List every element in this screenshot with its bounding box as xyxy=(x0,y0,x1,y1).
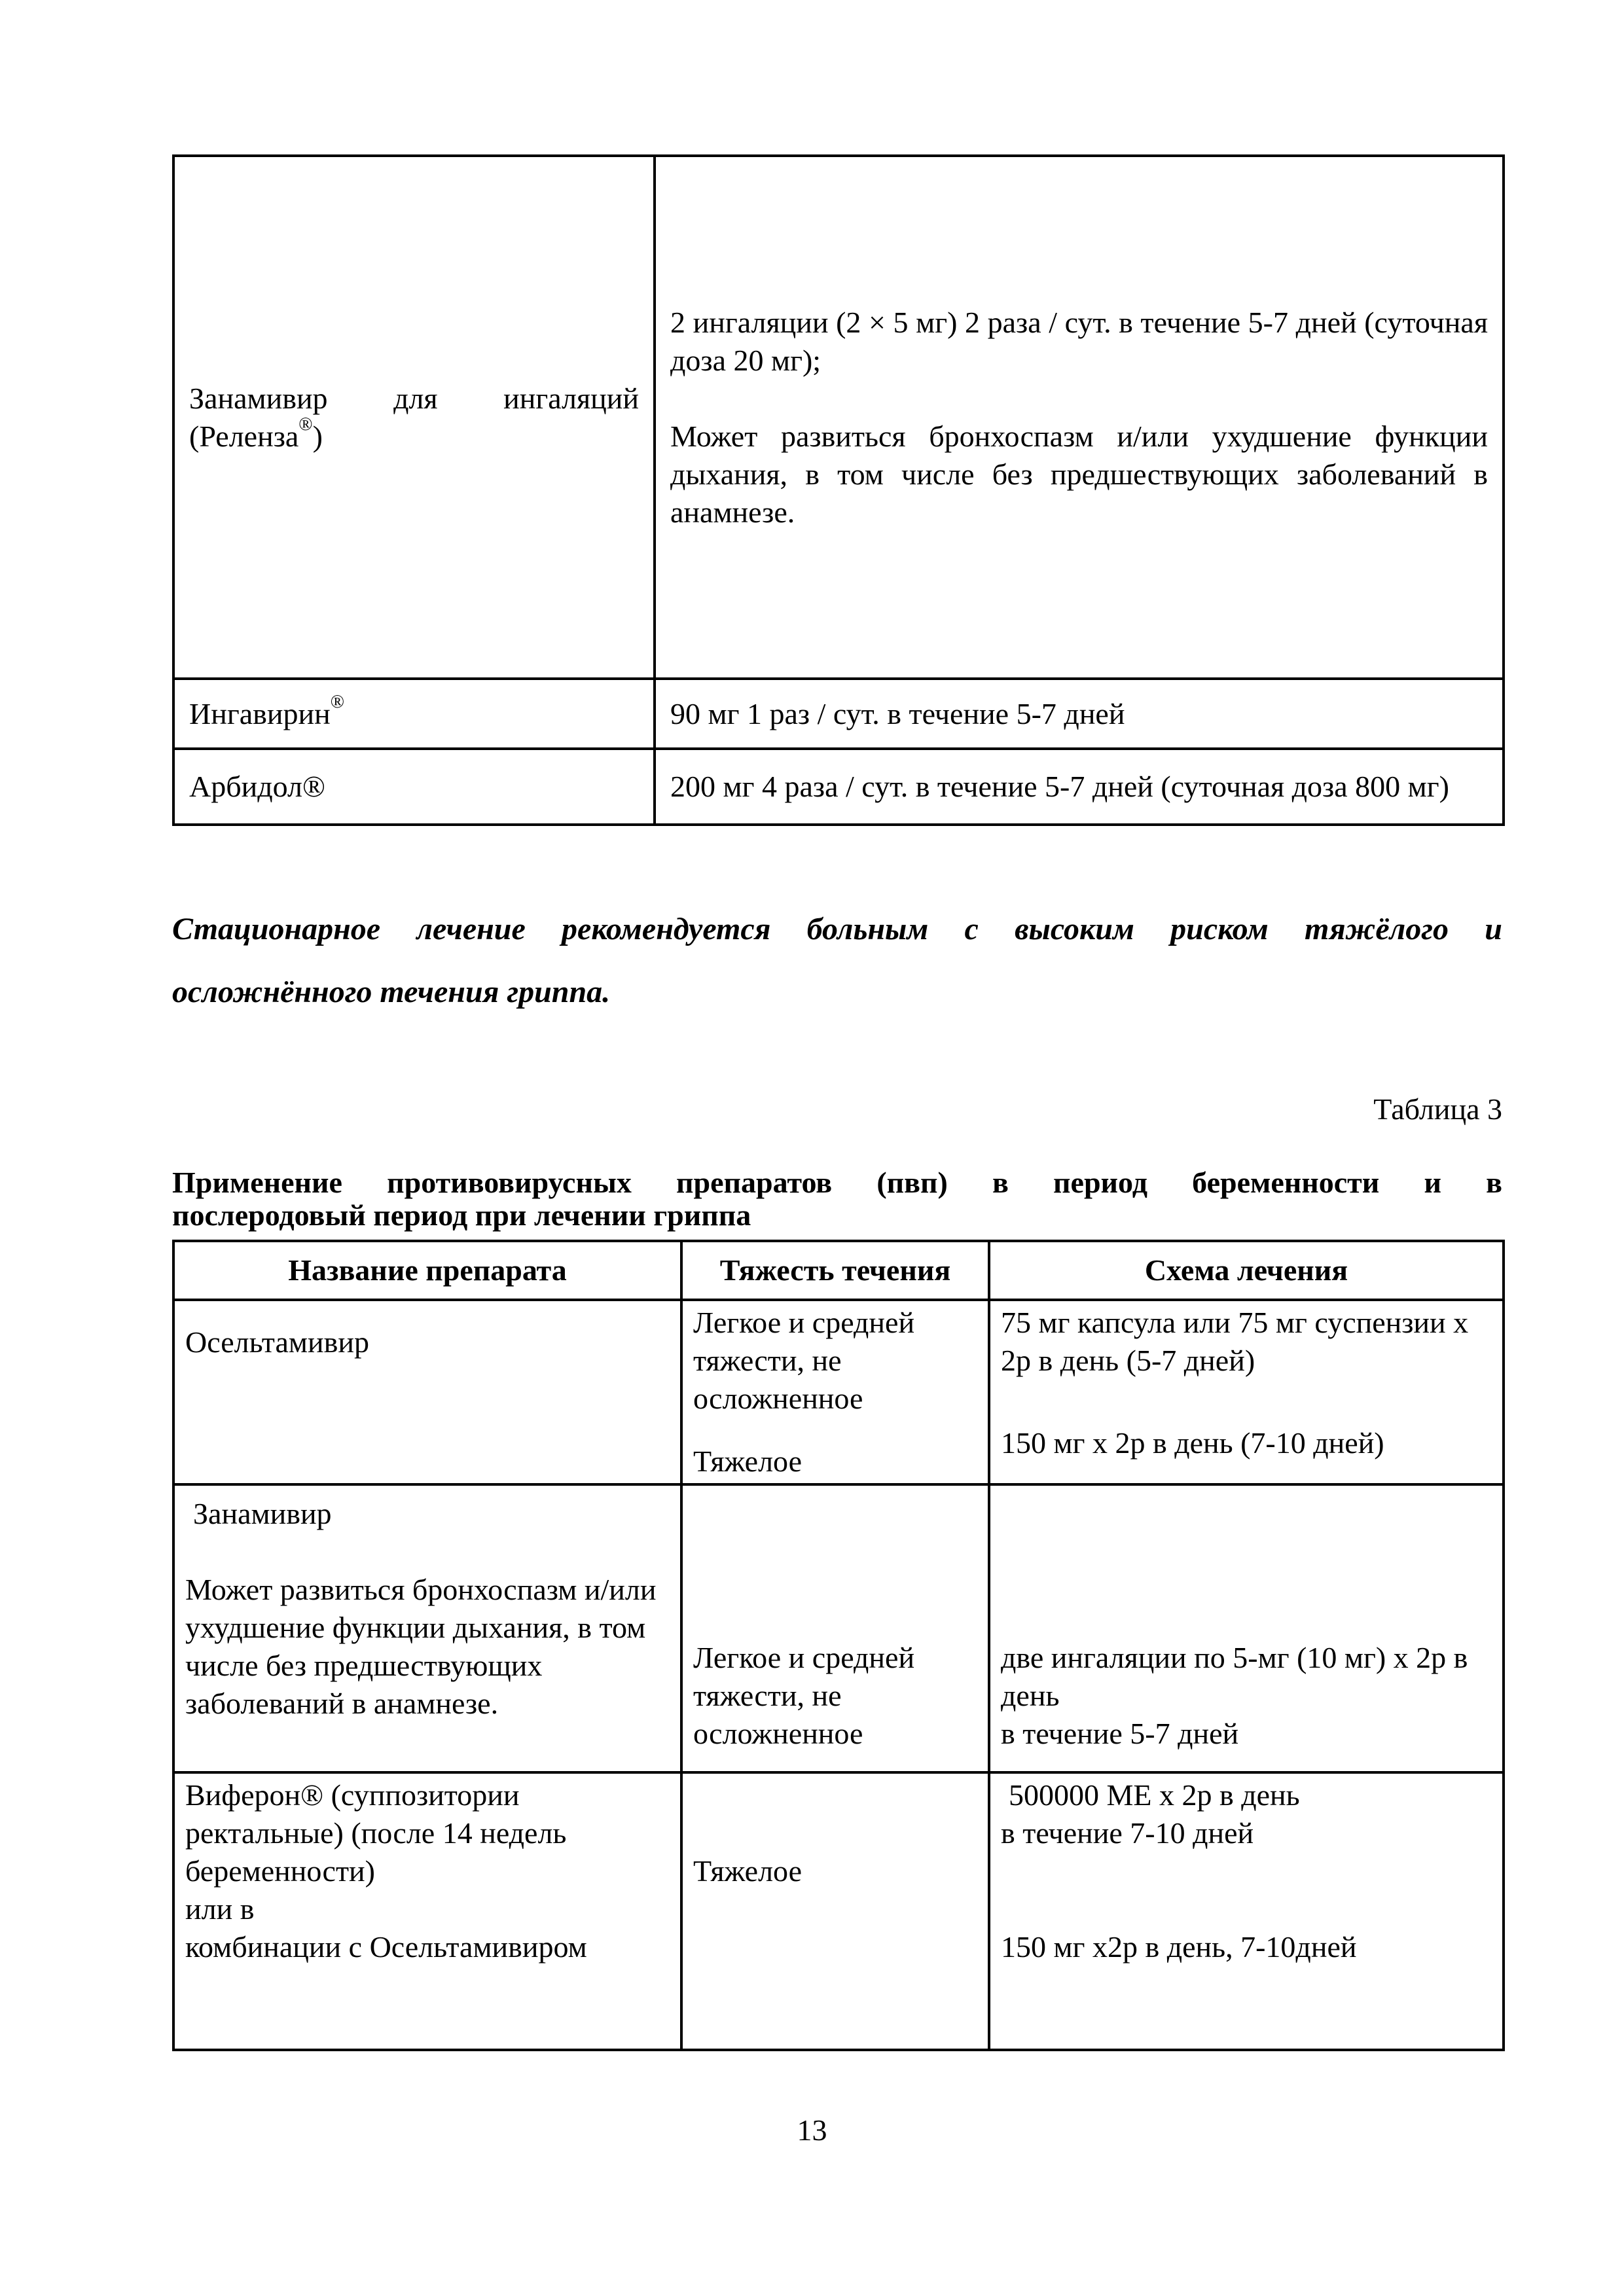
drug-name-line2 xyxy=(189,414,639,456)
warning-text: Может развиться бронхоспазм и/или ухудшение функции дыхания, в том числе без предшествующих заболеваний в анамнезе. xyxy=(670,419,1488,529)
table-row xyxy=(173,1772,1504,2050)
scheme-text: две ингаляции по 5-мг (10 мг) х 2р в день xyxy=(1001,1641,1468,1712)
dose-text: 90 мг 1 раз / сут. в течение 5-7 дней xyxy=(670,696,1125,730)
spacer xyxy=(185,1966,670,2032)
table-row xyxy=(173,679,1504,749)
drug-name-cell xyxy=(173,1484,681,1772)
drug-name: Ингавирин xyxy=(189,696,331,730)
dose-cell xyxy=(655,156,1504,679)
drug-name-cell xyxy=(173,1300,681,1484)
drug-name-cell xyxy=(173,156,655,679)
table-row xyxy=(173,156,1504,679)
scheme-text: в течение 5-7 дней xyxy=(1001,1717,1239,1750)
drug-name-cell xyxy=(173,749,655,825)
table-row xyxy=(173,1484,1504,1772)
drug-name: Виферон® (суппозитории ректальные) (после 14 недель беременности) xyxy=(185,1778,567,1888)
registered-mark: ® xyxy=(330,692,344,713)
drug-name: Осельтамивир xyxy=(185,1325,369,1359)
table-number: Таблица 3 xyxy=(1373,1092,1502,1126)
severity-cell xyxy=(681,1300,989,1484)
inpatient-recommendation xyxy=(172,898,1502,1024)
severity-cell xyxy=(681,1772,989,2050)
column-header: Тяжесть течения xyxy=(681,1241,989,1300)
drug-name: Арбидол® xyxy=(189,770,325,803)
scheme-text: в течение 7-10 дней xyxy=(1001,1816,1254,1850)
registered-mark: ® xyxy=(298,414,313,435)
page-number: 13 xyxy=(797,2113,827,2147)
scheme-text: 150 мг х2р в день, 7-10дней xyxy=(1001,1930,1357,1964)
table-row xyxy=(173,1300,1504,1484)
drug-brand-close: ) xyxy=(312,419,323,453)
dose-cell xyxy=(655,749,1504,825)
severity-text: Тяжелое xyxy=(693,1854,803,1888)
scheme-cell xyxy=(989,1300,1504,1484)
table-header-row xyxy=(173,1241,1504,1300)
scheme-text: 75 мг капсула или 75 мг суспензии х 2р в день (5-7 дней) xyxy=(1001,1306,1469,1377)
severity-text: Тяжелое xyxy=(693,1444,803,1478)
drug-name: комбинации с Осельтамивиром xyxy=(185,1930,587,1964)
warning-text: Может развиться бронхоспазм и/или ухудшение функции дыхания, в том числе без предшествующих заболеваний в анамнезе. xyxy=(185,1573,657,1720)
table-row xyxy=(173,749,1504,825)
paragraph-line-2: осложнённого течения гриппа. xyxy=(172,975,611,1009)
dose-cell xyxy=(655,679,1504,749)
paragraph-line-1: Стационарное лечение рекомендуется больным с высоким риском тяжёлого и xyxy=(172,912,1502,946)
column-header: Схема лечения xyxy=(989,1241,1504,1300)
severity-text: Легкое и средней тяжести, не осложненное xyxy=(693,1306,915,1415)
caption-line-1: Применение противовирусных препаратов (пвп) в период беременности и в xyxy=(172,1166,1502,1199)
pregnancy-antiviral-table xyxy=(172,1240,1505,2051)
drug-name: Занамивир xyxy=(193,1497,332,1530)
caption-line-2: послеродовый период при лечении гриппа xyxy=(172,1198,751,1232)
drug-brand: (Реленза xyxy=(189,419,299,453)
column-header: Название препарата xyxy=(173,1241,681,1300)
severity-text: Легкое и средней тяжести, не осложненное xyxy=(693,1641,915,1750)
scheme-text: 500000 МЕ х 2р в день xyxy=(1009,1778,1300,1812)
scheme-cell xyxy=(989,1772,1504,2050)
dose-text: 2 ингаляции (2 × 5 мг) 2 раза / сут. в течение 5-7 дней (суточная доза 20 мг); xyxy=(670,305,1488,377)
severity-cell xyxy=(681,1484,989,1772)
drug-table-1 xyxy=(172,154,1505,826)
drug-name-cell xyxy=(173,679,655,749)
table-caption xyxy=(172,1166,1502,1232)
drug-name: или в xyxy=(185,1892,255,1926)
drug-name: Занамивир для ингаляций xyxy=(189,381,639,415)
scheme-cell xyxy=(989,1484,1504,1772)
scheme-text: 150 мг х 2р в день (7-10 дней) xyxy=(1001,1426,1384,1460)
dose-text: 200 мг 4 раза / сут. в течение 5-7 дней (суточная доза 800 мг) xyxy=(670,770,1449,803)
drug-name-cell xyxy=(173,1772,681,2050)
